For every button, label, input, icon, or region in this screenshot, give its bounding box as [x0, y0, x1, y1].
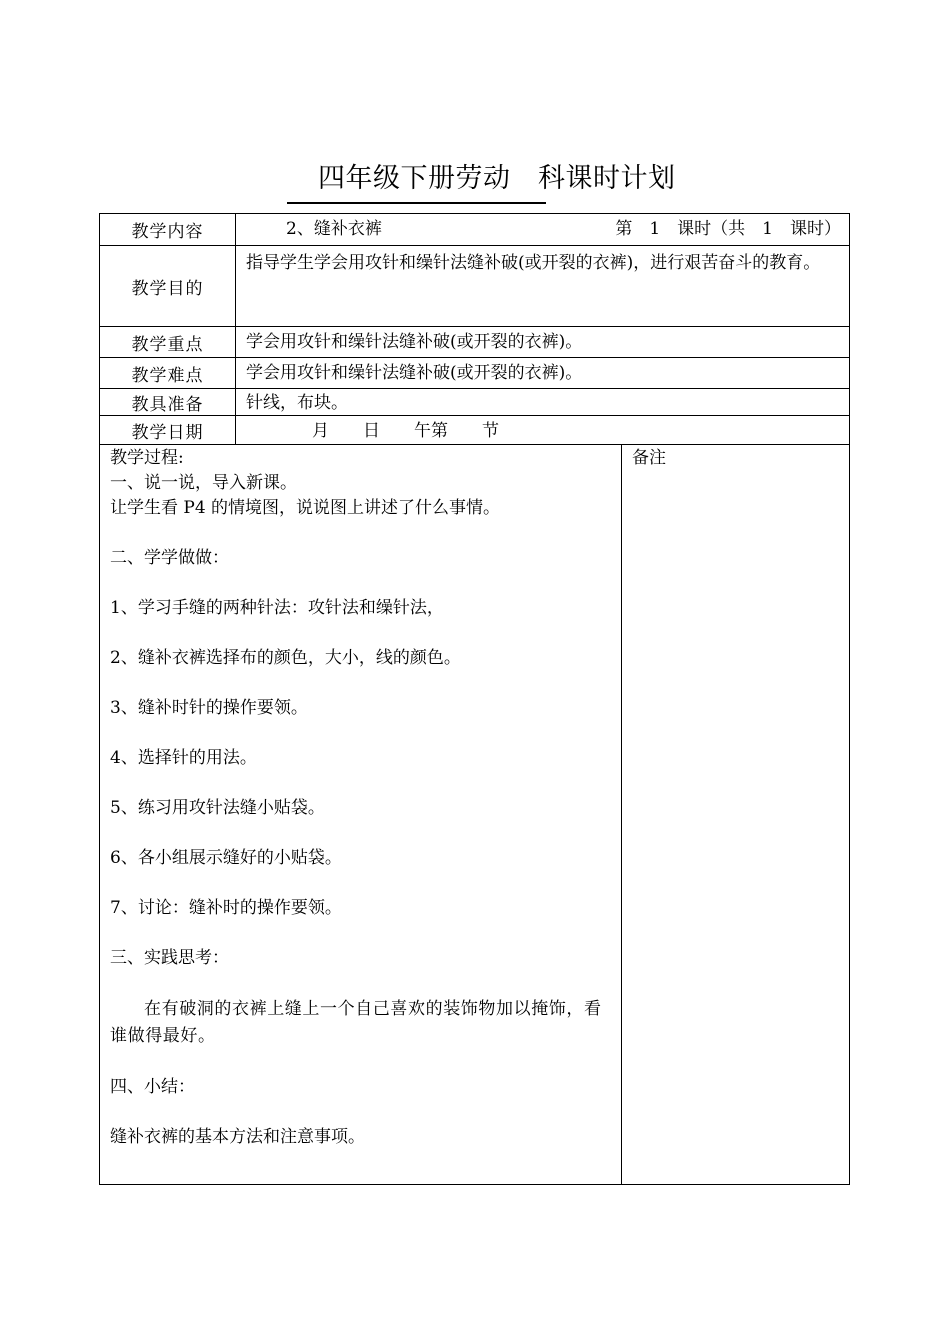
process-paragraph: 在有破洞的衣裤上缝上一个自己喜欢的装饰物加以掩饰，看谁做得最好。 — [110, 999, 602, 1046]
lesson-title: 2、缝补衣裤 — [286, 219, 382, 239]
process-section-heading: 四、小结： — [110, 1077, 195, 1097]
value-key-point: 学会用攻针和缲针法缝补破(或开裂的衣裤)。 — [246, 332, 583, 352]
value-difficulty: 学会用攻针和缲针法缝补破(或开裂的衣裤)。 — [246, 363, 583, 383]
notes-label: 备注 — [632, 448, 666, 468]
label-key-point: 教学重点 — [100, 327, 236, 357]
notes-cell — [622, 445, 849, 1184]
date-text: 月 日 午第 节 — [312, 421, 499, 441]
process-line: 让学生看 P4 的情境图，说说图上讲述了什么事情。 — [110, 498, 501, 518]
process-step: 5、练习用攻针法缝小贴袋。 — [110, 798, 325, 818]
process-section-heading: 二、学学做做： — [110, 548, 229, 568]
process-heading: 教学过程: — [110, 448, 184, 468]
process-step: 7、讨论：缝补时的操作要领。 — [110, 898, 342, 918]
label-tools: 教具准备 — [100, 389, 236, 415]
lesson-plan-table — [99, 213, 850, 1185]
process-step: 3、缝补时针的操作要领。 — [110, 698, 308, 718]
row-difficulty — [100, 358, 849, 389]
row-teaching-content — [100, 214, 849, 246]
document-title: 四年级下册劳动 科课时计划 — [318, 163, 676, 194]
lesson-period-count: 第 1 课时（共 1 课时） — [615, 219, 841, 239]
process-summary: 缝补衣裤的基本方法和注意事项。 — [110, 1127, 365, 1147]
label-difficulty: 教学难点 — [100, 358, 236, 388]
process-step: 2、缝补衣裤选择布的颜色，大小，线的颜色。 — [110, 648, 461, 668]
teaching-process-cell — [100, 445, 622, 1184]
process-section-heading: 三、实践思考： — [110, 948, 229, 968]
row-key-point — [100, 327, 849, 358]
document-title-block — [0, 160, 950, 204]
label-date: 教学日期 — [100, 416, 236, 444]
teaching-process-content — [110, 446, 616, 1150]
row-tools — [100, 389, 849, 416]
row-date — [100, 416, 849, 445]
title-underline — [287, 202, 546, 204]
value-tools: 针线，布块。 — [246, 393, 348, 413]
process-line: 一、说一说，导入新课。 — [110, 473, 297, 493]
label-teaching-content: 教学内容 — [100, 214, 236, 245]
process-step: 1、学习手缝的两种针法：攻针法和缲针法， — [110, 598, 444, 618]
value-teaching-goal: 指导学生学会用攻针和缲针法缝补破(或开裂的衣裤)，进行艰苦奋斗的教育。 — [246, 253, 821, 273]
process-step: 6、各小组展示缝好的小贴袋。 — [110, 848, 342, 868]
process-step: 4、选择针的用法。 — [110, 748, 257, 768]
label-teaching-goal: 教学目的 — [100, 246, 236, 326]
row-teaching-goal — [100, 246, 849, 327]
